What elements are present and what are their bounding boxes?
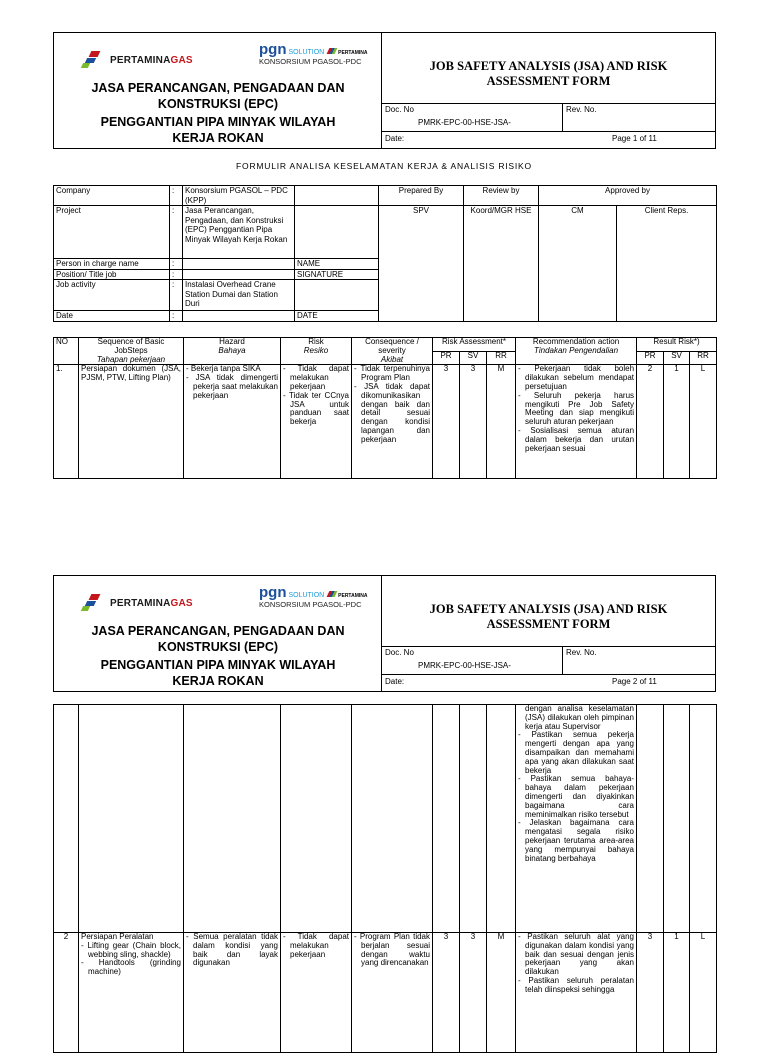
row1-recommendations [516, 365, 637, 479]
signature-label: SIGNATURE [295, 269, 379, 280]
row2-risks [281, 933, 352, 1053]
list-item: - Bekerja tanpa SIKA [186, 365, 278, 374]
col-hazard-label: Hazard [219, 337, 245, 346]
col-consequence-label: Consequence / severity [365, 337, 419, 355]
list-item: - Semua peralatan tidak dalam kondisi yang baik dan layak digunakan [186, 933, 278, 968]
colon: : [170, 186, 183, 206]
list-item: - Tidak dapat melakukan pekerjaan [283, 365, 349, 391]
list-item: - JSA tidak dimengerti pekerja saat melakukan pekerjaan [186, 374, 278, 400]
row2-result-sv: 1 [664, 933, 690, 1053]
project-title-line4: KERJA ROKAN [172, 674, 264, 688]
form-subtitle: FORMULIR ANALISA KESELAMATAN KERJA & ANALISIS RISIKO [236, 161, 532, 171]
approved-by-label: Approved by [539, 186, 717, 206]
cont-result-rr [690, 705, 717, 933]
pertamina-logo-text: PERTAMINA [110, 597, 171, 609]
pgn-solution-text: SOLUTION [288, 49, 325, 56]
cont-result-pr [637, 705, 664, 933]
row2-seq-list [81, 942, 181, 977]
pertamina-small-icon [327, 591, 338, 597]
doc-divider [562, 104, 563, 131]
row2-hazard-list [186, 933, 278, 968]
row2-recommendations [516, 933, 637, 1053]
row2-consequence-list [354, 933, 430, 968]
row1-hazards [184, 365, 281, 479]
row2-no: 2 [54, 933, 79, 1053]
col-seq-header [79, 338, 184, 365]
list-item: - JSA tidak dapat dikomunikasikan dengan baik dan detail sesuai dengan kondisi lapangan dan pekerjaan [354, 383, 430, 445]
project-title [54, 623, 382, 689]
pertamina-logo-gas: GAS [170, 597, 193, 609]
col-seq-label: Sequence of Basic JobSteps [97, 337, 165, 355]
project-title-line3: PENGGANTIAN PIPA MINYAK WILAYAH [100, 658, 336, 672]
col-recommendation-label: Recommendation action [532, 337, 620, 346]
list-item: - Program Plan tidak berjalan sesuai dengan waktu yang direncanakan [354, 933, 430, 968]
doc-info-grid [382, 103, 715, 148]
cont-rr [487, 705, 516, 933]
project-title-line1: JASA PERANCANGAN, PENGADAAN DAN [91, 624, 345, 638]
date-label: Date: [385, 677, 405, 686]
cont-risks [281, 705, 352, 933]
pic-value [183, 259, 295, 270]
row1-pr: 3 [433, 365, 460, 479]
result-rr-header: RR [690, 351, 717, 365]
list-item: - Tidak ter CCnya JSA untuk panduan saat bekerja [283, 392, 349, 427]
col-seq-label-id: Tahapan pekerjaan [96, 354, 166, 364]
project-title-line3: PENGGANTIAN PIPA MINYAK WILAYAH [100, 115, 336, 129]
pgn-solution-logo [259, 584, 368, 609]
row2-hazards [184, 933, 281, 1053]
pertamina-logo-text: PERTAMINA [110, 54, 171, 66]
col-result-header: Result Risk*) [637, 338, 717, 352]
activity-value: Instalasi Overhead Crane Station Dumai dan Station Duri [183, 280, 295, 311]
company-label: Company [54, 186, 170, 206]
table-row [54, 705, 717, 933]
name-label: NAME [295, 259, 379, 270]
list-item: - Tidak terpenuhinya Program Plan [354, 365, 430, 383]
row2-risk-list [283, 933, 349, 959]
row1-sequence: Persiapan dokumen (JSA, PJSM, PTW, Lifting Plan) [79, 365, 184, 479]
doc-row [382, 104, 715, 132]
review-by-label: Review by [464, 186, 539, 206]
row1-consequence-list [354, 365, 430, 444]
form-title-line2: ASSESSMENT FORM [486, 617, 611, 631]
colon: : [170, 206, 183, 259]
pertamina-logo-gas: GAS [170, 54, 193, 66]
row1-rr: M [487, 365, 516, 479]
form-title [382, 602, 715, 632]
pertamina-logo-icon [80, 594, 106, 612]
cont-no [54, 705, 79, 933]
sv-header: SV [460, 351, 487, 365]
list-item: - Pastikan seluruh peralatan telah diinspeksi sehingga [518, 977, 634, 995]
result-pr-header: PR [637, 351, 664, 365]
spv-signature-cell: SPV [379, 206, 464, 322]
form-title-line1: JOB SAFETY ANALYSIS (JSA) AND RISK [429, 602, 668, 616]
row2-sequence [79, 933, 184, 1053]
pertamina-small-text: PERTAMINA [338, 593, 368, 599]
row1-risks [281, 365, 352, 479]
pr-header: PR [433, 351, 460, 365]
consortium-name: KONSORSIUM PGASOL-PDC [259, 600, 362, 609]
list-item: - Sosialisasi semua aturan dalam bekerja dan urutan pekerjaan sesuai [518, 427, 634, 453]
row2-pr: 3 [433, 933, 460, 1053]
colon: : [170, 311, 183, 322]
col-hazard-header [184, 338, 281, 365]
position-label: Position/ Title job [54, 269, 170, 280]
row2-result-rr: L [690, 933, 717, 1053]
col-consequence-header [352, 338, 433, 365]
col-risk-assessment-header: Risk Assessment* [433, 338, 516, 352]
pgn-solution-text: SOLUTION [288, 592, 325, 599]
consortium-name: KONSORSIUM PGASOL-PDC [259, 57, 362, 66]
row2-rr: M [487, 933, 516, 1053]
date-value [183, 311, 295, 322]
list-item: - Handtools (grinding machine) [81, 959, 181, 977]
position-value [183, 269, 295, 280]
colon: : [170, 269, 183, 280]
project-label: Project [54, 206, 170, 259]
row1-no: 1. [54, 365, 79, 479]
cont-consequences [352, 705, 433, 933]
rev-no-label: Rev. No. [566, 105, 597, 114]
project-title-line2: KONSTRUKSI (EPC) [157, 640, 279, 654]
blank-cell [295, 186, 379, 206]
list-item: - Pastikan seluruh alat yang digunakan dalam kondisi yang baik dan sesuai dengan jenis pekerjaan yang akan dilakukan [518, 933, 634, 977]
cont-rec-intro: dengan analisa keselamatan (JSA) dilakukan oleh pimpinan kerja atau Supervisor [525, 704, 634, 731]
jsa-table-page2 [53, 704, 717, 1053]
doc-no-label: Doc. No [385, 105, 414, 114]
table-row [54, 365, 717, 479]
document-header-page1 [53, 32, 716, 149]
pertamina-small-icon [327, 48, 338, 54]
info-table [53, 185, 717, 322]
pic-label: Person in charge name [54, 259, 170, 270]
doc-no-value: PMRK-EPC-00-HSE-JSA- [418, 661, 511, 670]
doc-no-value: PMRK-EPC-00-HSE-JSA- [418, 118, 511, 127]
page-number: Page 2 of 11 [612, 677, 657, 686]
pgn-logo-text: pgn [259, 584, 287, 601]
col-risk-label-id: Resiko [303, 345, 329, 355]
cont-result-sv [664, 705, 690, 933]
row1-recommendation-list [518, 365, 634, 453]
koord-signature-cell: Koord/MGR HSE [464, 206, 539, 322]
list-item: - Jelaskan bagaimana cara mengatasi segala risiko pekerjaan terutama area-area yang mempunyai bahaya binatang berbahaya [518, 819, 634, 863]
row2-result-pr: 3 [637, 933, 664, 1053]
row2-recommendation-list [518, 933, 634, 995]
project-title-line2: KONSTRUKSI (EPC) [157, 97, 279, 111]
col-recommendation-header [516, 338, 637, 365]
list-item: - Pastikan semua pekerja mengerti dengan apa yang disampaikan dan memahami apa yang akan dilakukan saat bekerja [518, 731, 634, 775]
row1-result-rr: L [690, 365, 717, 479]
header-right-block [382, 33, 715, 148]
list-item: - Lifting gear (Chain block, webbing sling, shackle) [81, 942, 181, 960]
row1-result-sv: 1 [664, 365, 690, 479]
row2-consequences [352, 933, 433, 1053]
pgn-logo-text: pgn [259, 41, 287, 58]
colon: : [170, 280, 183, 311]
doc-info-grid [382, 646, 715, 691]
activity-label: Job activity [54, 280, 170, 311]
col-risk-label: Risk [308, 337, 324, 346]
cont-sequence [79, 705, 184, 933]
doc-row [382, 647, 715, 675]
row2-seq-title: Persiapan Peralatan [81, 932, 154, 941]
form-title-line2: ASSESSMENT FORM [486, 74, 611, 88]
document-header-page2 [53, 575, 716, 692]
row2-sv: 3 [460, 933, 487, 1053]
prepared-by-label: Prepared By [379, 186, 464, 206]
row1-result-pr: 2 [637, 365, 664, 479]
table-row [54, 933, 717, 1053]
date2-label: DATE [295, 311, 379, 322]
form-title-line1: JOB SAFETY ANALYSIS (JSA) AND RISK [429, 59, 668, 73]
doc-divider [562, 647, 563, 674]
colon: : [170, 259, 183, 270]
pertamina-gas-logo [80, 51, 193, 69]
form-title [382, 59, 715, 89]
col-no-header: NO [54, 338, 79, 365]
client-signature-cell: Client Reps. [617, 206, 717, 322]
pgn-solution-logo [259, 41, 368, 66]
page-number: Page 1 of 11 [612, 134, 657, 143]
cont-hazards [184, 705, 281, 933]
info-row-company [54, 186, 717, 206]
cont-recommendations [516, 705, 637, 933]
header-right-block [382, 576, 715, 691]
row1-sv: 3 [460, 365, 487, 479]
row1-consequences [352, 365, 433, 479]
list-item: - Pastikan semua bahaya-bahaya dalam pekerjaan dimengerti dan diyakinkan bagaimana cara meminimalkan risiko tersebut [518, 775, 634, 819]
jsa-table-page1 [53, 337, 717, 479]
cm-signature-cell: CM [539, 206, 617, 322]
cont-sv [460, 705, 487, 933]
project-title-line4: KERJA ROKAN [172, 131, 264, 145]
header-left-block [54, 576, 382, 691]
info-row-project [54, 206, 717, 259]
pertamina-gas-logo [80, 594, 193, 612]
company-value: Konsorsium PGASOL – PDC (KPP) [183, 186, 295, 206]
rev-no-label: Rev. No. [566, 648, 597, 657]
blank-cell [295, 280, 379, 311]
col-risk-header [281, 338, 352, 365]
col-consequence-label-id: Akibat [380, 354, 404, 364]
rr-header: RR [487, 351, 516, 365]
col-recommendation-label-id: Tindakan Pengendalian [534, 345, 619, 355]
project-title [54, 80, 382, 146]
list-item: - Seluruh pekerja harus mengikuti Pre Job Safety Meeting dan siap mengikuti seluruh aturan pekerjaan [518, 392, 634, 427]
col-hazard-label-id: Bahaya [218, 345, 246, 355]
row1-risk-list [283, 365, 349, 427]
table-header-row [54, 338, 717, 352]
cont-recommendation-list [518, 731, 634, 863]
row1-hazard-list [186, 365, 278, 400]
cont-pr [433, 705, 460, 933]
date-label: Date: [385, 134, 405, 143]
list-item: - Pekerjaan tidak boleh dilakukan sebelum mendapat persetujuan [518, 365, 634, 391]
date-row-label: Date [54, 311, 170, 322]
blank-cell [295, 206, 379, 259]
project-title-line1: JASA PERANCANGAN, PENGADAAN DAN [91, 81, 345, 95]
header-left-block [54, 33, 382, 148]
pertamina-logo-icon [80, 51, 106, 69]
project-value: Jasa Perancangan, Pengadaan, dan Konstruksi (EPC) Penggantian Pipa Minyak Wilayah Kerja Rokan [183, 206, 295, 259]
list-item: - Tidak dapat melakukan pekerjaan [283, 933, 349, 959]
pertamina-small-text: PERTAMINA [338, 50, 368, 56]
doc-no-label: Doc. No [385, 648, 414, 657]
result-sv-header: SV [664, 351, 690, 365]
